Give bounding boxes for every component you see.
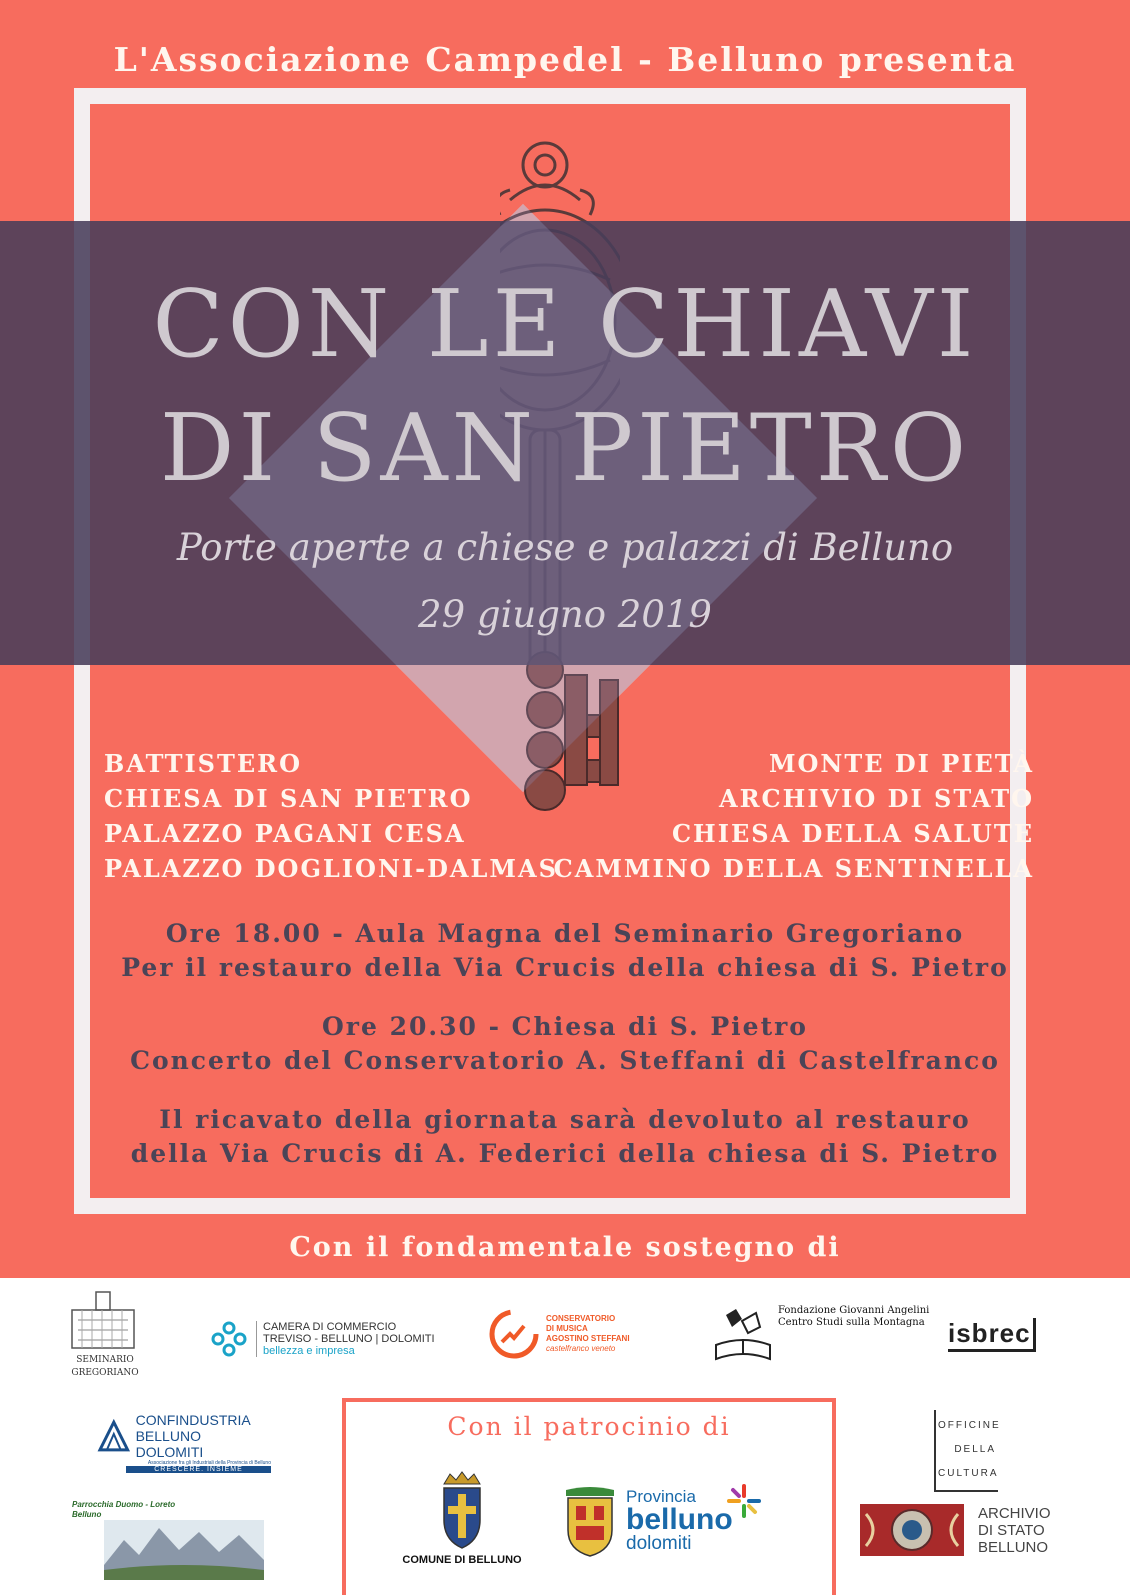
event-date: 29 giugno 2019 [418, 593, 712, 636]
provincia-logo [562, 1484, 761, 1558]
angelini-logo [712, 1305, 929, 1363]
logo-text: GREGORIANO [71, 1368, 139, 1378]
logo-text: CULTURA [938, 1468, 999, 1479]
event-block [0, 1103, 1130, 1171]
event-block [0, 917, 1130, 985]
parrocchia-logo [72, 1500, 267, 1592]
event-line: Ore 20.30 - Chiesa di S. Pietro [322, 1012, 808, 1041]
conservatorio-logo [488, 1308, 630, 1360]
seminario-logo [70, 1290, 140, 1380]
camera-commercio-logo [210, 1320, 435, 1358]
seminario-building-icon [70, 1290, 136, 1350]
site-item: MONTE DI PIETÀ [768, 749, 1034, 778]
archivio-mosaic-icon [860, 1504, 964, 1556]
logo-text: CONFINDUSTRIA [135, 1412, 251, 1428]
conservatorio-icon [488, 1308, 540, 1360]
logo-text: bellezza e impresa [263, 1345, 355, 1357]
archivio-logo [860, 1504, 1051, 1556]
page-title-line1: CON LE CHIAVI [152, 270, 978, 378]
event-line: Ore 18.00 - Aula Magna del Seminario Gregoriano [165, 919, 965, 948]
provincia-coat-of-arms-icon [562, 1484, 618, 1558]
logo-text: ARCHIVIO [978, 1504, 1051, 1522]
confindustria-icon [96, 1418, 132, 1454]
isbrec-logo: isbrec [948, 1318, 1036, 1352]
event-line: Per il restauro della Via Crucis della chiesa di S. Pietro [121, 953, 1009, 982]
logo-text: dolomiti [626, 1533, 692, 1554]
logo-text: DELLA [954, 1444, 996, 1455]
event-line: Il ricavato della giornata sarà devoluto al restauro [159, 1105, 971, 1134]
logo-text: BELLUNO [978, 1538, 1049, 1556]
logo-text: Centro Studi sulla Montagna [778, 1317, 925, 1328]
logo-text: CRESCERE. INSIEME [126, 1466, 271, 1473]
comune-logo [392, 1470, 532, 1566]
site-item: CHIESA DI SAN PIETRO [104, 784, 473, 813]
site-item: PALAZZO PAGANI CESA [104, 819, 466, 848]
confindustria-logo [96, 1412, 271, 1473]
site-item: ARCHIVIO DI STATO [718, 784, 1034, 813]
logo-text: AGOSTINO STEFFANI [546, 1334, 630, 1343]
logo-text: Associazione fra gli Industriali della Provincia di Belluno [147, 1460, 271, 1466]
comune-coat-of-arms-icon [438, 1470, 486, 1550]
logo-text: Fondazione Giovanni Angelini [778, 1305, 930, 1316]
sites-list-right [554, 746, 1034, 886]
logo-text: CONSERVATORIO [546, 1314, 616, 1323]
event-line: della Via Crucis di A. Federici della chiesa di S. Pietro [130, 1139, 1000, 1168]
logo-text: OFFICINE [938, 1420, 1001, 1431]
site-item: CHIESA DELLA SALUTE [671, 819, 1034, 848]
event-line: Concerto del Conservatorio A. Steffani di Castelfranco [130, 1046, 1000, 1075]
logo-text: COMUNE DI BELLUNO [402, 1554, 522, 1566]
logo-text: belluno [626, 1503, 733, 1536]
patronage-heading: Con il patrocinio di [447, 1412, 731, 1441]
site-item: PALAZZO DOGLIONI-DALMAS [104, 854, 558, 883]
star-burst-icon [727, 1484, 761, 1518]
logo-text: Parrocchia Duomo - Loreto [72, 1500, 176, 1509]
page-title-line2: DI SAN PIETRO [159, 394, 971, 502]
logo-text: DI MUSICA [546, 1324, 588, 1333]
presenter-heading: L'Associazione Campedel - Belluno presenta [113, 40, 1017, 79]
logo-text: castelfranco veneto [546, 1344, 616, 1353]
logo-text: CAMERA DI COMMERCIO [263, 1321, 397, 1333]
logo-text: Belluno [72, 1510, 102, 1519]
logo-text: BELLUNO DOLOMITI [135, 1428, 204, 1460]
officine-logo [934, 1410, 1001, 1492]
camera-commercio-icon [210, 1320, 248, 1358]
logo-text: SEMINARIO [76, 1355, 134, 1365]
logo-text: DI STATO [978, 1521, 1045, 1539]
logo-text: TREVISO - BELLUNO | DOLOMITI [263, 1333, 435, 1345]
event-block [0, 1010, 1130, 1078]
open-book-icon [712, 1305, 774, 1363]
site-item: BATTISTERO [104, 749, 303, 778]
support-heading: Con il fondamentale sostegno di [289, 1232, 841, 1263]
mountain-landscape-icon [104, 1520, 264, 1580]
subtitle: Porte aperte a chiese e palazzi di Belluno [176, 526, 954, 569]
site-item: CAMMINO DELLA SENTINELLA [553, 854, 1034, 883]
logo-text: Provincia [626, 1487, 696, 1506]
sites-list-left [104, 746, 558, 886]
